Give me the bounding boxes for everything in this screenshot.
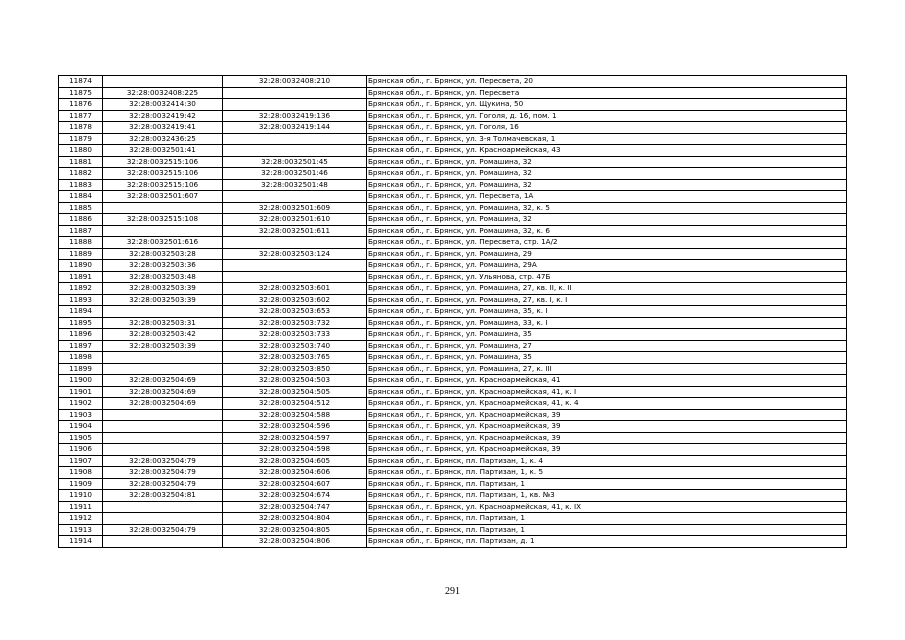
land-parcel-number-cell: 32:28:0032501:607 (103, 191, 223, 203)
row-number-cell: 11876 (59, 99, 103, 111)
table-row (59, 455, 847, 467)
row-number-cell: 11891 (59, 271, 103, 283)
building-number-cell: 32:28:0032503:765 (223, 352, 367, 364)
building-number-cell: 32:28:0032504:503 (223, 375, 367, 387)
building-number-cell: 32:28:0032419:136 (223, 110, 367, 122)
land-parcel-number-cell (103, 202, 223, 214)
address-cell: Брянская обл., г. Брянск, ул. Ульянова, стр. 47Б (367, 271, 847, 283)
row-number-cell: 11878 (59, 122, 103, 134)
row-number-cell: 11880 (59, 145, 103, 157)
address-cell: Брянская обл., г. Брянск, ул. Ромашина, 32 (367, 214, 847, 226)
building-number-cell: 32:28:0032408:210 (223, 76, 367, 88)
land-parcel-number-cell (103, 352, 223, 364)
table-row (59, 156, 847, 168)
row-number-cell: 11912 (59, 513, 103, 525)
row-number-cell: 11895 (59, 317, 103, 329)
table-row (59, 214, 847, 226)
row-number-cell: 11903 (59, 409, 103, 421)
land-parcel-number-cell: 32:28:0032414:30 (103, 99, 223, 111)
table-row (59, 478, 847, 490)
building-number-cell: 32:28:0032501:45 (223, 156, 367, 168)
table-row (59, 202, 847, 214)
table-row (59, 225, 847, 237)
land-parcel-number-cell: 32:28:0032504:69 (103, 386, 223, 398)
land-parcel-number-cell: 32:28:0032503:39 (103, 283, 223, 295)
land-parcel-number-cell: 32:28:0032503:42 (103, 329, 223, 341)
table-row (59, 386, 847, 398)
land-parcel-number-cell: 32:28:0032515:108 (103, 214, 223, 226)
row-number-cell: 11885 (59, 202, 103, 214)
table-row (59, 329, 847, 341)
address-cell: Брянская обл., г. Брянск, ул. Красноармейская, 41 (367, 375, 847, 387)
table-row (59, 271, 847, 283)
address-cell: Брянская обл., г. Брянск, ул. Ромашина, 32, к. 6 (367, 225, 847, 237)
address-cell: Брянская обл., г. Брянск, ул. Ромашина, 29А (367, 260, 847, 272)
land-parcel-number-cell: 32:28:0032501:616 (103, 237, 223, 249)
land-parcel-number-cell: 32:28:0032504:81 (103, 490, 223, 502)
building-number-cell: 32:28:0032504:605 (223, 455, 367, 467)
building-number-cell: 32:28:0032504:674 (223, 490, 367, 502)
table-row (59, 524, 847, 536)
land-parcel-number-cell: 32:28:0032504:69 (103, 375, 223, 387)
building-number-cell: 32:28:0032504:804 (223, 513, 367, 525)
land-parcel-number-cell: 32:28:0032419:42 (103, 110, 223, 122)
table-row (59, 398, 847, 410)
table-row (59, 444, 847, 456)
table-row (59, 168, 847, 180)
building-number-cell: 32:28:0032503:653 (223, 306, 367, 318)
row-number-cell: 11874 (59, 76, 103, 88)
table-row (59, 432, 847, 444)
table-row (59, 179, 847, 191)
row-number-cell: 11909 (59, 478, 103, 490)
table-row (59, 501, 847, 513)
address-cell: Брянская обл., г. Брянск, ул. Ромашина, 35 (367, 329, 847, 341)
address-cell: Брянская обл., г. Брянск, пл. Партизан, 1, к. 5 (367, 467, 847, 479)
address-cell: Брянская обл., г. Брянск, ул. Ромашина, 32 (367, 179, 847, 191)
building-number-cell (223, 87, 367, 99)
building-number-cell: 32:28:0032504:606 (223, 467, 367, 479)
land-parcel-number-cell (103, 306, 223, 318)
table-row (59, 467, 847, 479)
row-number-cell: 11896 (59, 329, 103, 341)
address-cell: Брянская обл., г. Брянск, ул. Красноармейская, 41, к. IX (367, 501, 847, 513)
address-cell: Брянская обл., г. Брянск, ул. Пересвета, 1А (367, 191, 847, 203)
address-cell: Брянская обл., г. Брянск, ул. Ромашина, 32 (367, 168, 847, 180)
building-number-cell: 32:28:0032504:597 (223, 432, 367, 444)
address-cell: Брянская обл., г. Брянск, ул. Ромашина, 27, кв. II, к. II (367, 283, 847, 295)
building-number-cell (223, 260, 367, 272)
address-cell: Брянская обл., г. Брянск, ул. Красноармейская, 39 (367, 444, 847, 456)
land-parcel-number-cell (103, 432, 223, 444)
building-number-cell: 32:28:0032503:732 (223, 317, 367, 329)
building-number-cell: 32:28:0032504:747 (223, 501, 367, 513)
address-cell: Брянская обл., г. Брянск, ул. Красноармейская, 41, к. I (367, 386, 847, 398)
row-number-cell: 11911 (59, 501, 103, 513)
table-row (59, 340, 847, 352)
land-parcel-number-cell: 32:28:0032504:69 (103, 398, 223, 410)
table-row (59, 513, 847, 525)
building-number-cell (223, 133, 367, 145)
building-number-cell (223, 99, 367, 111)
land-parcel-number-cell: 32:28:0032503:31 (103, 317, 223, 329)
address-cell: Брянская обл., г. Брянск, пл. Партизан, д. 1 (367, 536, 847, 548)
building-number-cell (223, 271, 367, 283)
row-number-cell: 11881 (59, 156, 103, 168)
table-row (59, 363, 847, 375)
table-row (59, 145, 847, 157)
building-number-cell: 32:28:0032503:601 (223, 283, 367, 295)
row-number-cell: 11913 (59, 524, 103, 536)
land-parcel-number-cell: 32:28:0032503:39 (103, 294, 223, 306)
row-number-cell: 11901 (59, 386, 103, 398)
building-number-cell (223, 145, 367, 157)
address-cell: Брянская обл., г. Брянск, пл. Партизан, 1 (367, 524, 847, 536)
table-row (59, 375, 847, 387)
table-row (59, 110, 847, 122)
address-cell: Брянская обл., г. Брянск, ул. 3-я Толмачевская, 1 (367, 133, 847, 145)
building-number-cell: 32:28:0032501:611 (223, 225, 367, 237)
land-parcel-number-cell: 32:28:0032503:28 (103, 248, 223, 260)
land-parcel-number-cell: 32:28:0032515:106 (103, 179, 223, 191)
building-number-cell: 32:28:0032504:806 (223, 536, 367, 548)
address-cell: Брянская обл., г. Брянск, ул. Гоголя, 16 (367, 122, 847, 134)
address-cell: Брянская обл., г. Брянск, ул. Красноармейская, 39 (367, 432, 847, 444)
address-cell: Брянская обл., г. Брянск, ул. Красноармейская, 39 (367, 421, 847, 433)
address-cell: Брянская обл., г. Брянск, ул. Пересвета, стр. 1А/2 (367, 237, 847, 249)
building-number-cell: 32:28:0032419:144 (223, 122, 367, 134)
building-number-cell: 32:28:0032501:609 (223, 202, 367, 214)
building-number-cell: 32:28:0032504:596 (223, 421, 367, 433)
address-cell: Брянская обл., г. Брянск, ул. Ромашина, 35 (367, 352, 847, 364)
building-number-cell: 32:28:0032504:607 (223, 478, 367, 490)
row-number-cell: 11886 (59, 214, 103, 226)
table-row (59, 409, 847, 421)
table-row (59, 490, 847, 502)
row-number-cell: 11875 (59, 87, 103, 99)
land-parcel-number-cell: 32:28:0032419:41 (103, 122, 223, 134)
address-cell: Брянская обл., г. Брянск, ул. Ромашина, 29 (367, 248, 847, 260)
row-number-cell: 11890 (59, 260, 103, 272)
page-number: 291 (445, 586, 460, 597)
building-number-cell: 32:28:0032503:733 (223, 329, 367, 341)
row-number-cell: 11877 (59, 110, 103, 122)
row-number-cell: 11879 (59, 133, 103, 145)
table-row (59, 260, 847, 272)
address-cell: Брянская обл., г. Брянск, пл. Партизан, 1 (367, 513, 847, 525)
land-parcel-number-cell (103, 421, 223, 433)
building-number-cell: 32:28:0032504:505 (223, 386, 367, 398)
table-row (59, 76, 847, 88)
land-parcel-number-cell: 32:28:0032503:48 (103, 271, 223, 283)
building-number-cell: 32:28:0032504:512 (223, 398, 367, 410)
land-parcel-number-cell: 32:28:0032504:79 (103, 524, 223, 536)
row-number-cell: 11902 (59, 398, 103, 410)
row-number-cell: 11900 (59, 375, 103, 387)
building-number-cell: 32:28:0032503:850 (223, 363, 367, 375)
row-number-cell: 11897 (59, 340, 103, 352)
row-number-cell: 11889 (59, 248, 103, 260)
land-parcel-number-cell: 32:28:0032504:79 (103, 467, 223, 479)
building-number-cell (223, 191, 367, 203)
table-row (59, 191, 847, 203)
table-row (59, 248, 847, 260)
table-row (59, 122, 847, 134)
table-row (59, 421, 847, 433)
building-number-cell: 32:28:0032501:46 (223, 168, 367, 180)
table-row (59, 294, 847, 306)
table-row (59, 87, 847, 99)
address-cell: Брянская обл., г. Брянск, ул. Ромашина, 27, кв. I, к. I (367, 294, 847, 306)
table-body (59, 76, 847, 548)
building-number-cell: 32:28:0032503:124 (223, 248, 367, 260)
address-cell: Брянская обл., г. Брянск, ул. Красноармейская, 39 (367, 409, 847, 421)
address-cell: Брянская обл., г. Брянск, ул. Ромашина, 27 (367, 340, 847, 352)
land-parcel-number-cell (103, 501, 223, 513)
row-number-cell: 11910 (59, 490, 103, 502)
row-number-cell: 11899 (59, 363, 103, 375)
address-cell: Брянская обл., г. Брянск, ул. Ромашина, 35, к. I (367, 306, 847, 318)
land-parcel-number-cell (103, 76, 223, 88)
row-number-cell: 11904 (59, 421, 103, 433)
row-number-cell: 11907 (59, 455, 103, 467)
land-parcel-number-cell: 32:28:0032408:225 (103, 87, 223, 99)
row-number-cell: 11887 (59, 225, 103, 237)
building-number-cell: 32:28:0032503:740 (223, 340, 367, 352)
address-cell: Брянская обл., г. Брянск, ул. Ромашина, 33, к. I (367, 317, 847, 329)
row-number-cell: 11914 (59, 536, 103, 548)
land-parcel-number-cell (103, 513, 223, 525)
row-number-cell: 11882 (59, 168, 103, 180)
row-number-cell: 11908 (59, 467, 103, 479)
building-number-cell: 32:28:0032501:48 (223, 179, 367, 191)
table-row (59, 133, 847, 145)
land-parcel-number-cell (103, 363, 223, 375)
building-number-cell: 32:28:0032504:588 (223, 409, 367, 421)
row-number-cell: 11893 (59, 294, 103, 306)
land-parcel-number-cell: 32:28:0032436:25 (103, 133, 223, 145)
building-number-cell (223, 237, 367, 249)
row-number-cell: 11884 (59, 191, 103, 203)
building-number-cell: 32:28:0032504:598 (223, 444, 367, 456)
row-number-cell: 11892 (59, 283, 103, 295)
address-cell: Брянская обл., г. Брянск, ул. Красноармейская, 43 (367, 145, 847, 157)
address-cell: Брянская обл., г. Брянск, ул. Гоголя, д. 16, пом. 1 (367, 110, 847, 122)
cadastral-register-table (58, 75, 847, 548)
address-cell: Брянская обл., г. Брянск, ул. Ромашина, 32, к. 5 (367, 202, 847, 214)
table-row (59, 237, 847, 249)
table-row (59, 99, 847, 111)
table-row (59, 536, 847, 548)
address-cell: Брянская обл., г. Брянск, ул. Ромашина, 27, к. III (367, 363, 847, 375)
building-number-cell: 32:28:0032501:610 (223, 214, 367, 226)
land-parcel-number-cell: 32:28:0032501:41 (103, 145, 223, 157)
row-number-cell: 11898 (59, 352, 103, 364)
building-number-cell: 32:28:0032504:805 (223, 524, 367, 536)
row-number-cell: 11883 (59, 179, 103, 191)
row-number-cell: 11905 (59, 432, 103, 444)
land-parcel-number-cell: 32:28:0032515:106 (103, 168, 223, 180)
land-parcel-number-cell: 32:28:0032503:36 (103, 260, 223, 272)
land-parcel-number-cell: 32:28:0032503:39 (103, 340, 223, 352)
table-row (59, 306, 847, 318)
address-cell: Брянская обл., г. Брянск, пл. Партизан, 1, к. 4 (367, 455, 847, 467)
address-cell: Брянская обл., г. Брянск, пл. Партизан, 1, кв. №3 (367, 490, 847, 502)
table-row (59, 352, 847, 364)
land-parcel-number-cell: 32:28:0032504:79 (103, 478, 223, 490)
address-cell: Брянская обл., г. Брянск, ул. Щукина, 50 (367, 99, 847, 111)
land-parcel-number-cell (103, 536, 223, 548)
land-parcel-number-cell: 32:28:0032504:79 (103, 455, 223, 467)
address-cell: Брянская обл., г. Брянск, пл. Партизан, 1 (367, 478, 847, 490)
building-number-cell: 32:28:0032503:602 (223, 294, 367, 306)
row-number-cell: 11894 (59, 306, 103, 318)
land-parcel-number-cell (103, 409, 223, 421)
land-parcel-number-cell (103, 225, 223, 237)
address-cell: Брянская обл., г. Брянск, ул. Пересвета, 20 (367, 76, 847, 88)
land-parcel-number-cell (103, 444, 223, 456)
land-parcel-number-cell: 32:28:0032515:106 (103, 156, 223, 168)
address-cell: Брянская обл., г. Брянск, ул. Красноармейская, 41, к. 4 (367, 398, 847, 410)
table-row (59, 283, 847, 295)
table-row (59, 317, 847, 329)
row-number-cell: 11888 (59, 237, 103, 249)
address-cell: Брянская обл., г. Брянск, ул. Ромашина, 32 (367, 156, 847, 168)
address-cell: Брянская обл., г. Брянск, ул. Пересвета (367, 87, 847, 99)
row-number-cell: 11906 (59, 444, 103, 456)
